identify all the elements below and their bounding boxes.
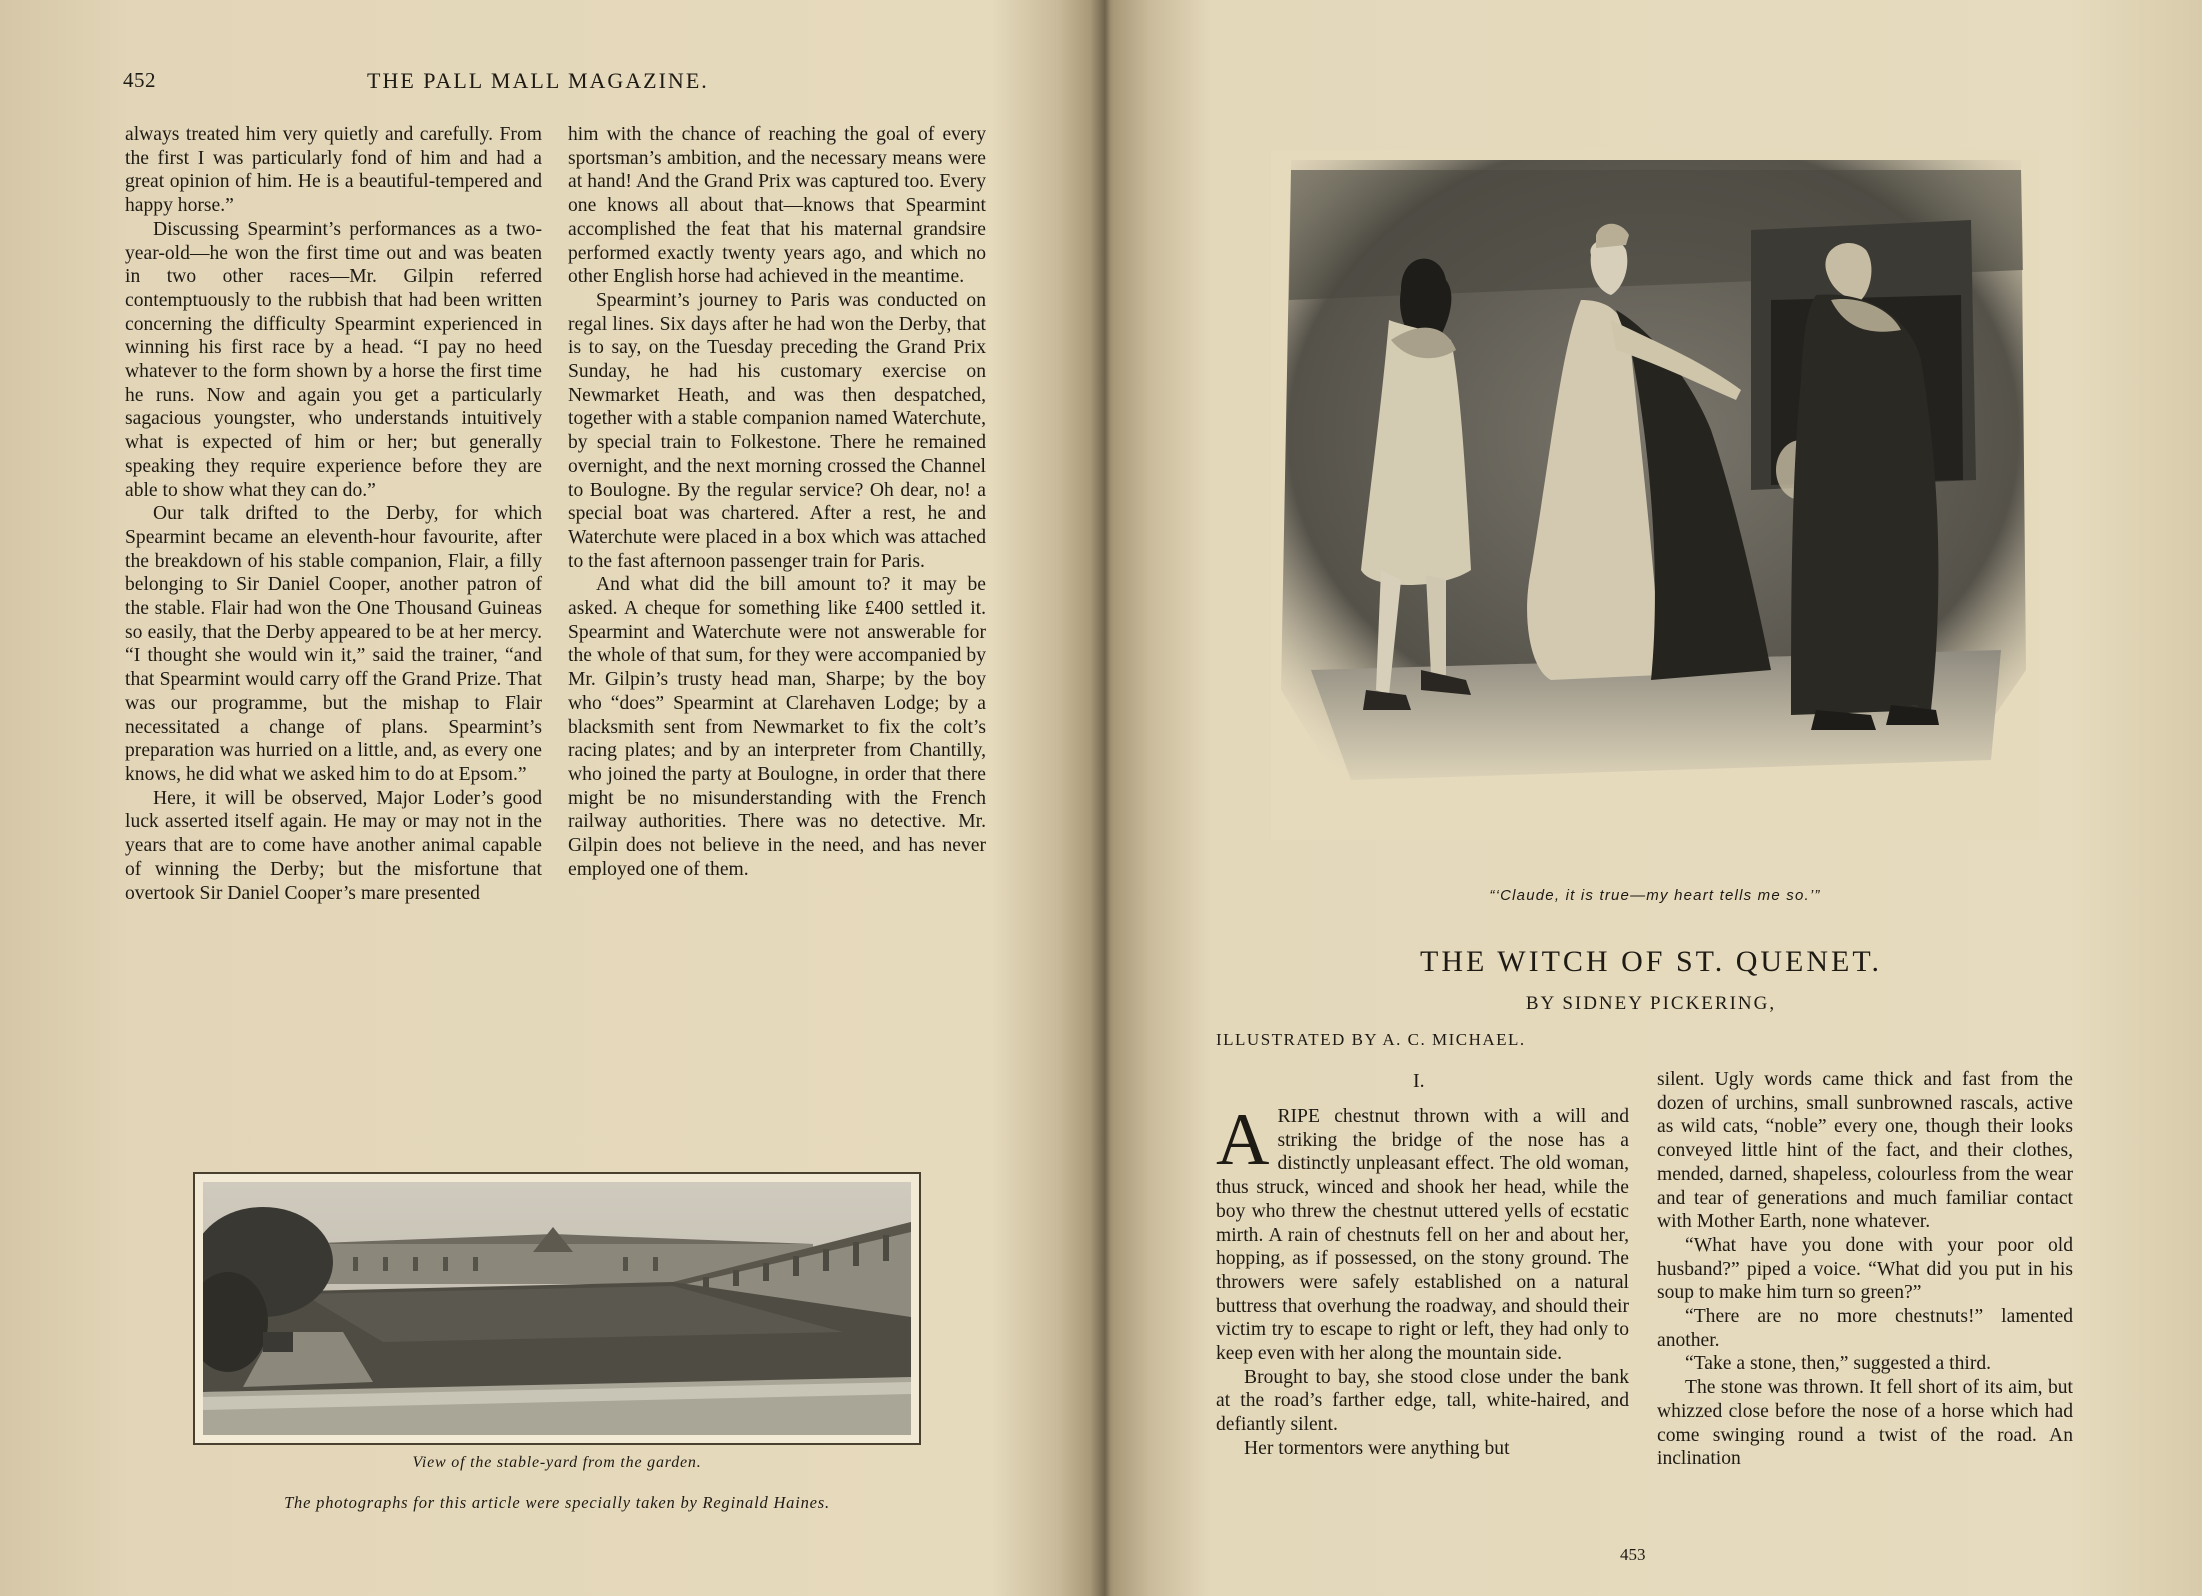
paragraph: “There are no more chestnuts!” lamented another. [1657,1306,2073,1351]
left-column-2 [568,123,986,882]
paragraph: always treated him very quietly and carefully. From the first I was particularly fond of him and had a great opinion of him. He is a beautiful-tempered and happy horse.” [125,124,542,217]
illustration-caption: “‘Claude, it is true—my heart tells me so.’” [1489,887,1821,904]
illustrator-credit: ILLUSTRATED BY A. C. MICHAEL. [1216,1030,1526,1049]
paragraph: Here, it will be observed, Major Loder’s good luck asserted itself again. He may or may not in the years that are to come have another animal capable of winning the Derby; but the misfortune that overtook Sir Daniel Cooper’s mare presented [125,787,542,904]
paragraph: The stone was thrown. It fell short of its aim, but whizzed close before the nose of a horse which had come swinging round a twist of the road. An inclination [1657,1377,2073,1470]
right-column-1 [1216,1099,1629,1461]
byline: BY SIDNEY PICKERING, [1525,993,1777,1014]
opening-text: RIPE chestnut thrown with a will and striking the bridge of the nose has a distinctly unpleasant effect. The old woman, thus struck, winced and shook her head, while the boy who threw the chestnut uttered yells of ecstatic mirth. A rain of chestnuts fell on her and about her, hopping, as if possessed, on the stony ground. The throwers were safely established on a natural buttress that overhung the roadway, and should their victim try to escape to right or left, they had only to keep even with her along the mountain side. [1216,1106,1629,1365]
page-number-left: 452 [123,68,156,92]
chapter-number: I. [1413,1070,1425,1092]
paragraph: Discussing Spearmint’s performances as a two-year-old—he won the first time out and was beaten in two other races—Mr. Gilpin referred contemptuously to the rubbish that had been written concerning the difficulty Spearmint experienced in winning his first race by a head. “I pay no heed whatever to the form shown by a horse the first time he runs. Now and again you get a particularly sagacious youngster, who understands intuitively what is expected of him or her; but generally speaking they require experience before they are able to show what they can do.” [125,218,542,501]
paragraph [1216,1099,1629,1366]
svg-text:~: ~ [1911,698,1919,713]
drop-cap: A [1216,1099,1270,1181]
paragraph: Spearmint’s journey to Paris was conducted on regal lines. Six days after he had won the Derby, that is to say, on the Tuesday preceding the Grand Prix Sunday, he had his customary exercise on Newmarket Heath, and was then despatched, together with a stable companion named Waterchute, by special train to Folkestone. There he remained overnight, and the next morning crossed the Channel to Boulogne. By the regular service? Oh dear, no! a special boat was chartered. After a rest, he and Waterchute were placed in a box which was attached to the fast afternoon passenger train for Paris. [568,289,986,572]
right-column-2 [1657,1068,2073,1471]
paragraph: “Take a stone, then,” suggested a third. [1685,1353,1992,1375]
left-column-1 [125,123,542,905]
paragraph: him with the chance of reaching the goal of every sportsman’s ambition, and the necessary means were at hand! And the Grand Prix was captured too. Every one knows all about that—knows that Spearmint accomplished the feat that his maternal grandsire performed exactly twenty years ago, and which no other English horse had achieved in the meantime. [568,124,986,288]
paragraph: “What have you done with your poor old husband?” piped a voice. “What did you put in his soup to make him turn so green?” [1657,1234,2073,1304]
story-illustration [1271,150,2039,840]
photo-caption: View of the stable-yard from the garden. [412,1454,702,1471]
story-title: THE WITCH OF ST. QUENET. [1420,945,1882,978]
paragraph: Brought to bay, she stood close under the bank at the road’s farther edge, tall, white-haired, and defiantly silent. [1216,1366,1629,1436]
paragraph: silent. Ugly words came thick and fast from the dozen of urchins, small sunbrowned rascals, active as wild cats, “noble” every one, though their looks conveyed little hint of the fact, and their clothes, mended, darned, shapeless, colourless from the wear and tear of generations and much familiar contact with Mother Earth, none whatever. [1657,1069,2073,1233]
paragraph: And what did the bill amount to? it may be asked. A cheque for something like £400 settled it. Spearmint and Waterchute were not answerable for the whole of that sum, for they were accompanied by Mr. Gilpin’s trusty head man, Sharpe; by the boy who “does” Spearmint at Clarehaven Lodge; by a blacksmith sent from Newmarket to fix the colt’s racing plates; and by an interpreter from Chantilly, who joined the party at Boulogne, in order that there might be no misunderstanding with the French railway authorities. There was no detective. Mr. Gilpin does not believe in the need, and has never employed one of them. [568,574,986,880]
page-number-right: 453 [1620,1545,1646,1564]
running-head: THE PALL MALL MAGAZINE. [367,68,709,93]
paragraph: Our talk drifted to the Derby, for which Spearmint became an eleventh-hour favourite, after the breakdown of his stable companion, Flair, a filly belonging to Sir Daniel Cooper, another patron of the stable. Flair had won the One Thousand Guineas so easily, that the Derby appeared to be at her mercy. “I thought she would win it,” said the trainer, “and that Spearmint would carry off the Grand Prize. That was our programme, but the mishap to Flair necessitated a change of plans. Spearmint’s preparation was hurried on a little, and, as every one knows, he did what we asked him to do at Epsom.” [125,503,542,785]
photo-credit: The photographs for this article were specially taken by Reginald Haines. [284,1493,830,1512]
stable-yard-image [203,1182,911,1435]
stable-yard-photo [193,1172,921,1445]
paragraph: Her tormentors were anything but [1244,1437,1510,1459]
left-page [0,0,1098,1596]
